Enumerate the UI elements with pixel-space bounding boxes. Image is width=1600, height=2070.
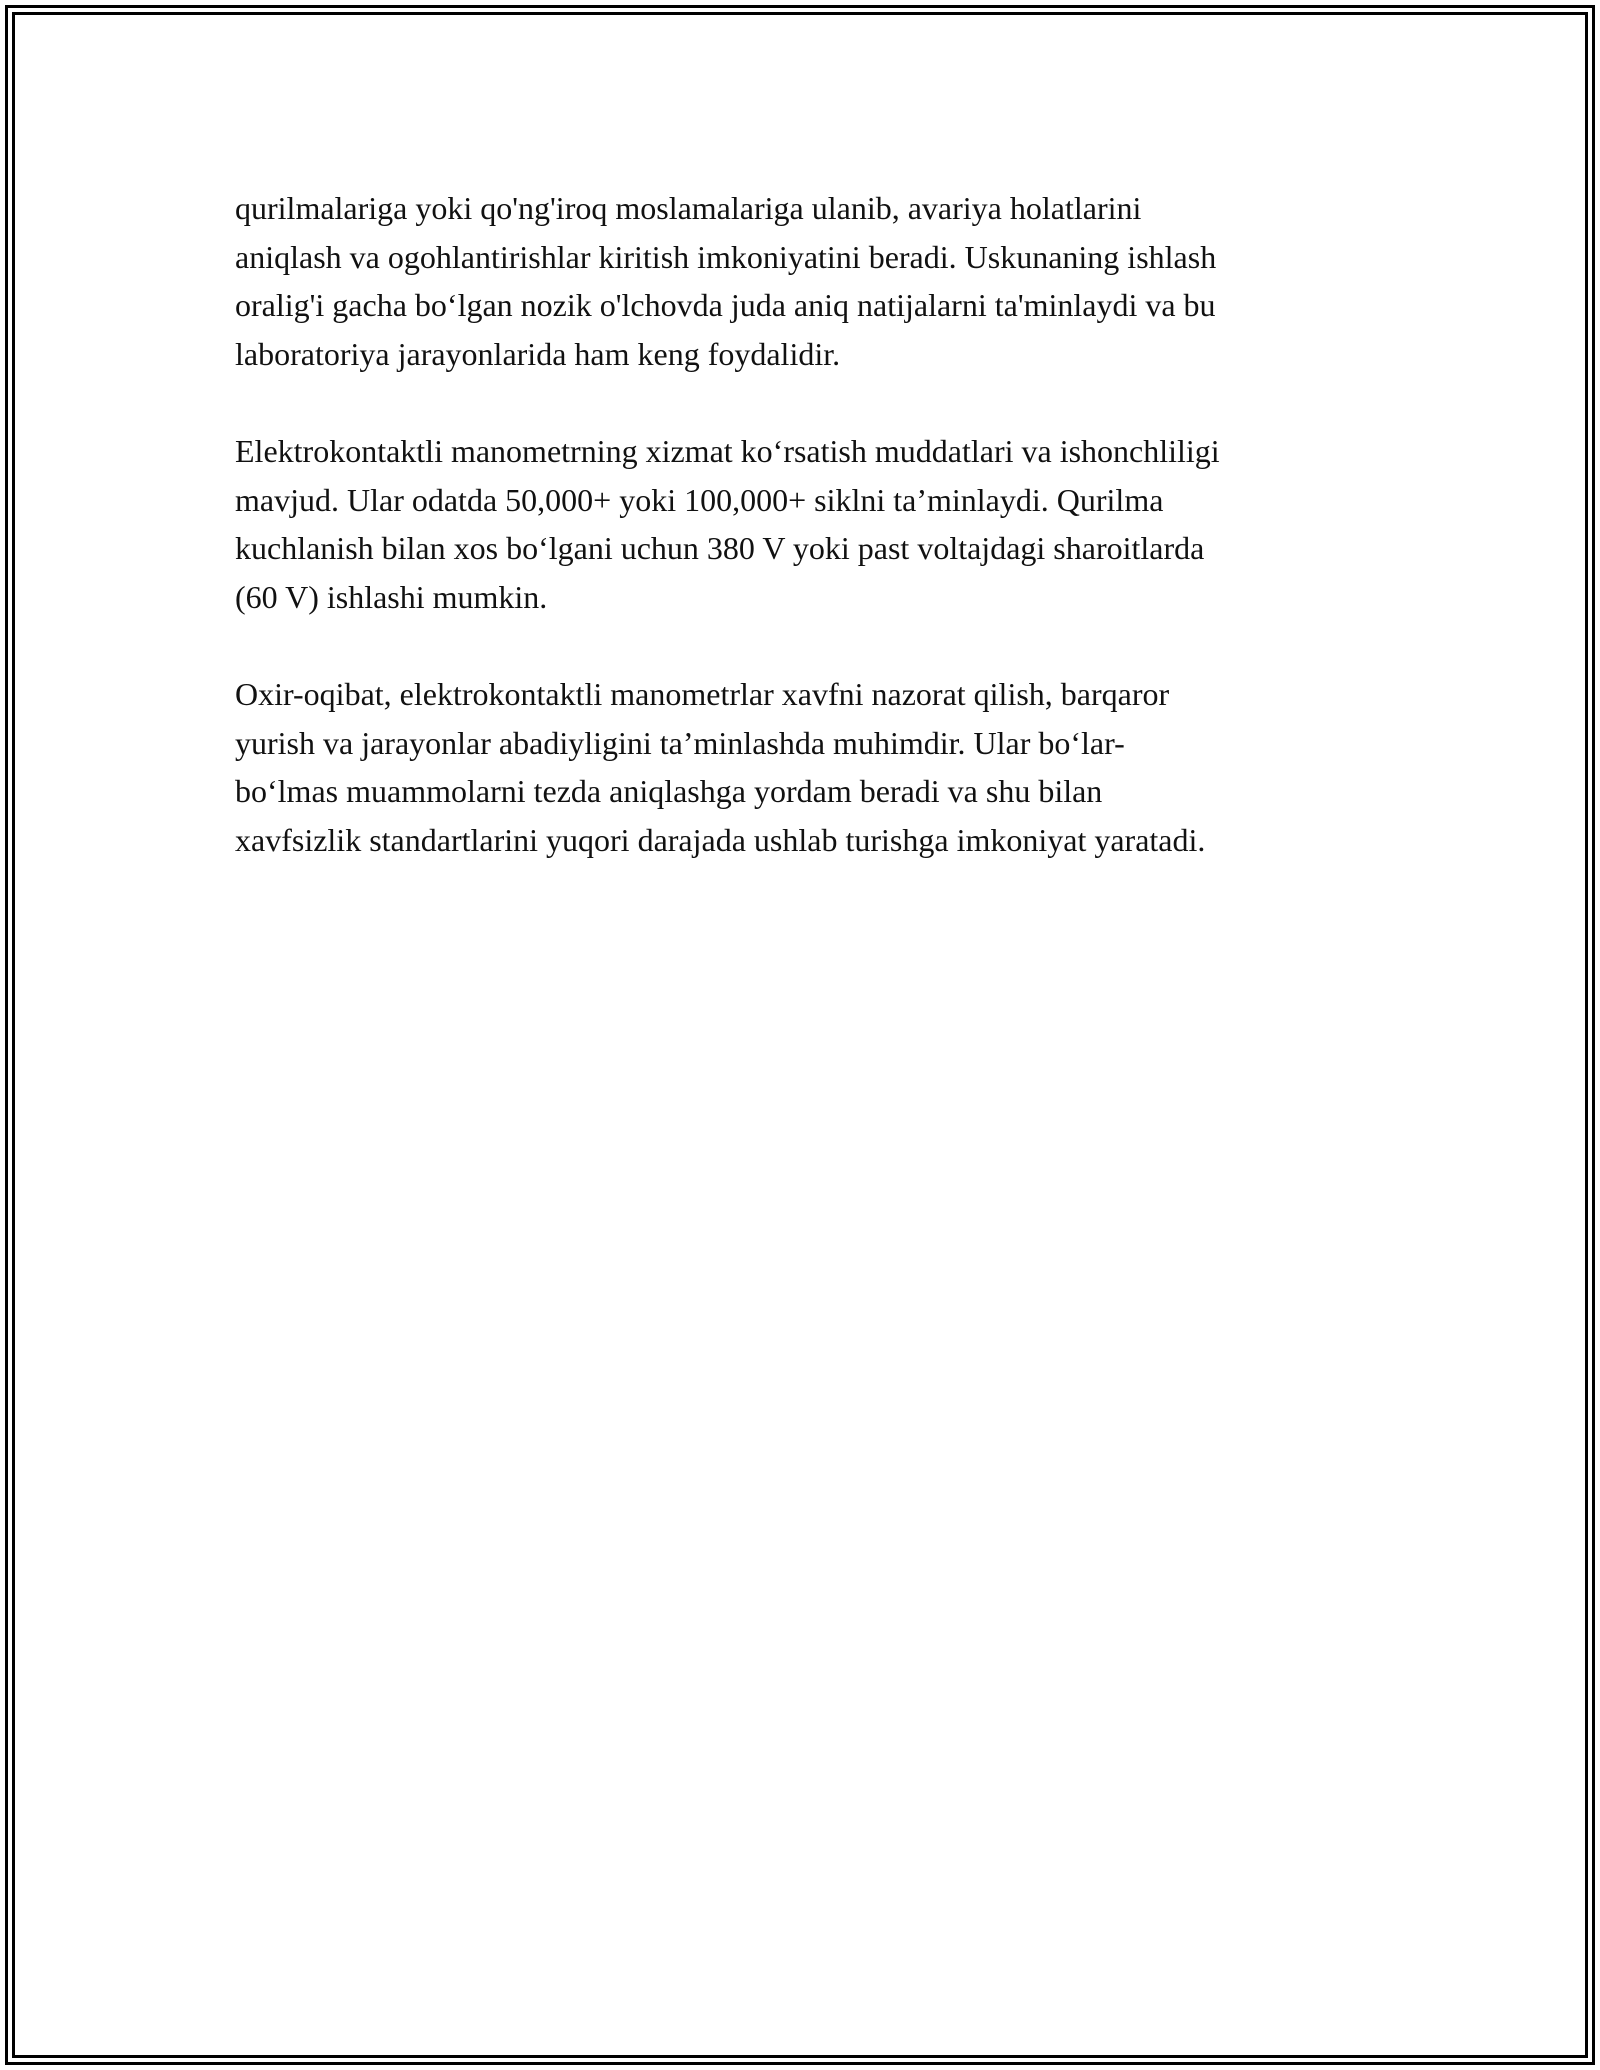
document-body: [235, 184, 1395, 864]
text-line: bo‘lmas muammolarni tezda aniqlashga yordam beradi va shu bilan: [235, 773, 1103, 810]
text-line: oralig'i gacha bo‘lgan nozik o'lchovda juda aniq natijalarni ta'minlaydi va bu: [235, 287, 1216, 324]
text-line: xavfsizlik standartlarini yuqori darajada ushlab turishga imkoniyat yaratadi.: [235, 821, 1206, 858]
text-line: aniqlash va ogohlantirishlar kiritish imkoniyatini beradi. Uskunaning ishlash: [235, 238, 1217, 275]
paragraph-3: [235, 670, 1395, 864]
text-line: Elektrokontaktli manometrning xizmat ko‘rsatish muddatlari va ishonchliligi: [235, 432, 1220, 469]
text-line: mavjud. Ular odatda 50,000+ yoki 100,000+ siklni ta’minlaydi. Qurilma: [235, 481, 1164, 518]
text-line: yurish va jarayonlar abadiyligini ta’minlashda muhimdir. Ular bo‘lar-: [235, 724, 1125, 761]
text-line: Oxir-oqibat, elektrokontaktli manometrlar xavfni nazorat qilish, barqaror: [235, 675, 1170, 712]
text-line: (60 V) ishlashi mumkin.: [235, 578, 548, 615]
text-line: laboratoriya jarayonlarida ham keng foydalidir.: [235, 335, 841, 372]
text-line: kuchlanish bilan xos bo‘lgani uchun 380 V yoki past voltajdagi sharoitlarda: [235, 530, 1205, 567]
paragraph-2: [235, 427, 1395, 621]
text-line: qurilmalariga yoki qo'ng'iroq moslamalariga ulanib, avariya holatlarini: [235, 190, 1142, 226]
paragraph-1: [235, 184, 1395, 378]
